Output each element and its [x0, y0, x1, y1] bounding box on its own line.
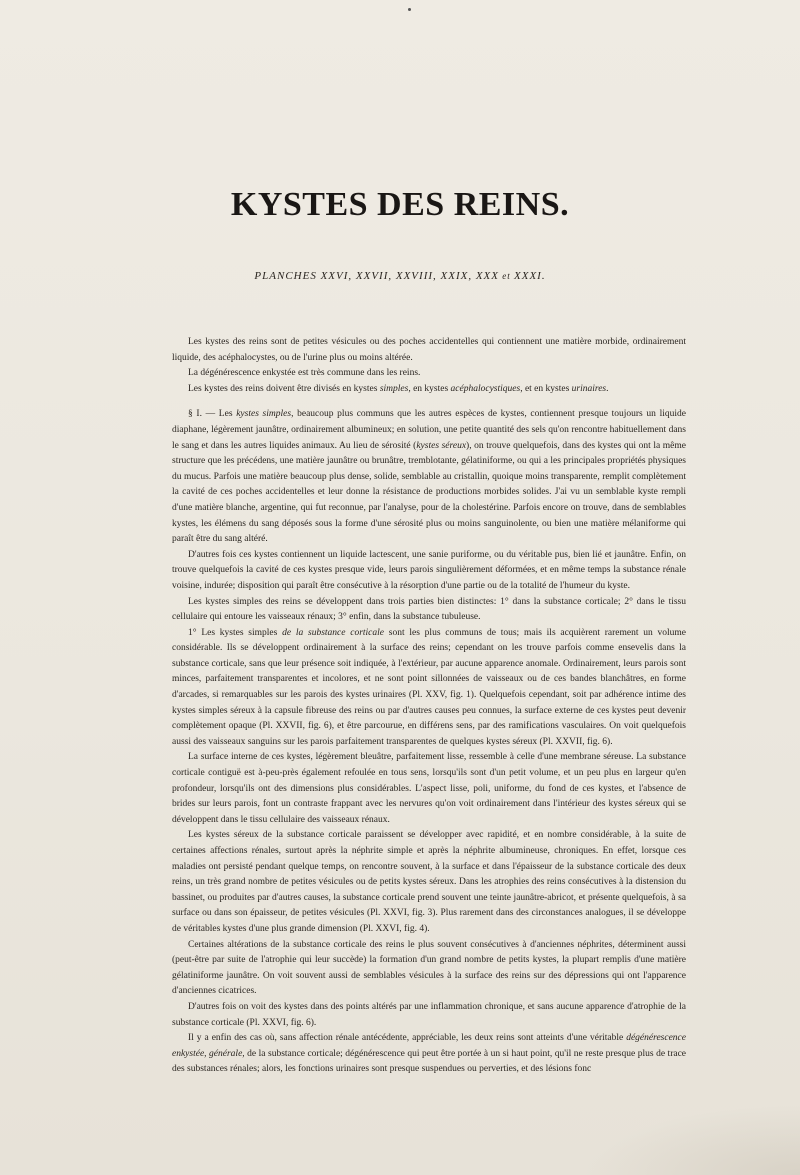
paragraph — [172, 1031, 686, 1078]
paragraph — [172, 626, 686, 751]
text-run: . — [606, 383, 609, 394]
text-run: La dégénérescence enkystée est très commune dans les reins. — [188, 368, 421, 379]
text-run: 1° Les kystes simples — [188, 627, 283, 638]
paragraph — [172, 366, 686, 382]
italic-run: dégénérescence enkystée, générale, — [172, 1033, 686, 1059]
text-run: ), on trouve quelquefois, dans des kystes qui ont la même structure que les précédens, une matière jaunâtre ou brunâtre, tremblotante, gélatiniforme, ou qui a les principales propriétés physiques du mucus. Parfois une matière beaucoup plus dense, solide, semblable au cristallin, quoique moins transparente, remplit complètement la cavité de ces poches accidentelles et leur donne la résistance de productions morbides solides. J'ai vu un semblable kyste rempli d'une matière blanche, argentine, qui fut reconnue, par l'analyse, pour de la cholestérine. Parfois encore on trouve, dans de semblables kystes, les élémens du sang déposés sous la forme d'une sérosité plus ou moins sanguinolente, ou bien une matière mélaniforme qui paraît être du sang altéré. — [172, 440, 686, 545]
text-run: D'autres fois on voit des kystes dans des points altérés par une inflammation chronique, et sans aucune apparence d'atrophie de la substance corticale (Pl. XXVI, fig. 6). — [172, 1001, 686, 1028]
plates-subtitle — [0, 270, 800, 282]
plates-list: PLANCHES XXVI, XXVII, XXVIII, XXIX, XXX — [254, 270, 499, 282]
page-title: KYSTES DES REINS. — [230, 186, 570, 223]
plates-last: XXXI. — [514, 270, 546, 282]
italic-run: kystes simples — [236, 409, 292, 420]
text-run: Certaines altérations de la substance corticale des reins le plus souvent consécutives à d'anciennes néphrites, déterminent aussi (peut-être par suite de l'atrophie qui leur succède) la formation d'un grand nombre de petits kystes, la plupart remplis d'une matière gélatiniforme jaunâtre. On voit souvent aussi de semblables vésicules à la surface des reins sur des dépressions qui ont l'apparence d'anciennes cicatrices. — [172, 939, 686, 997]
italic-run: de la substance corticale — [282, 627, 384, 638]
paragraph — [172, 548, 686, 595]
paragraph — [172, 828, 686, 937]
paragraph — [172, 382, 686, 398]
italic-run: acéphalocystiques — [450, 383, 521, 394]
text-run: de la substance corticale; dégénérescence qui peut être portée à un si haut point, qu'il ne reste presque plus de trace des substances rénales; alors, les fonctions urinaires sont presque suspendues ou perverties, et des lésions fonc — [172, 1048, 687, 1075]
text-run: , en kystes — [408, 383, 451, 394]
text-run: , et en kystes — [520, 383, 572, 394]
text-run: Les kystes simples des reins se développent dans trois parties bien distinctes: 1° dans la substance corticale; 2° dans le tissu cellulaire qui entoure les vaisseaux rénaux; 3° enfin, dans la substance tubuleuse. — [172, 596, 686, 623]
text-run: § I. — Les — [188, 409, 237, 420]
text-run: D'autres fois ces kystes contiennent un liquide lactescent, une sanie puriforme, ou du véritable pus, bien lié et jaunâtre. Enfin, on trouve quelquefois la cavité de ces kystes presque vide, leurs parois singulièrement déformées, et en même temps la substance rénale voisine, indurée; disposition qui paraît être consécutive à la résorption d'une partie ou de la totalité de l'humeur du kyste. — [172, 549, 686, 591]
page-corner-shadow — [580, 1105, 800, 1175]
paragraph — [172, 750, 686, 828]
italic-run: urinaires — [571, 383, 607, 394]
text-run: Les kystes séreux de la substance corticale paraissent se développer avec rapidité, et en nombre considérable, à la suite de certaines affections rénales, surtout après la néphrite simple et après la néphrite albumineuse, chroniques. En effet, lorsque ces maladies ont persisté pendant quelque temps, on rencontre souvent, à la surface et dans l'épaisseur de la substance corticale des deux reins, un très grand nombre de petites vésicules ou de petits kystes séreux. Dans les atrophies des reins consécutives à la distension du bassinet, ou produites par d'autres causes, la substance corticale prend souvent une teinte jaunâtre-abricot, et présente quelquefois, à sa surface ou dans son épaisseur, de petites vésicules (Pl. XXVI, fig. 3). Plus rarement dans des circonstances analogues, il se développe de véritables kystes d'une plus grande dimension (Pl. XXVI, fig. 4). — [172, 830, 686, 934]
text-run: sont les plus communs de tous; mais ils acquièrent rarement un volume considérable. Ils se développent ordinairement à la surface des reins; cependant on les trouve parfois comme ensevelis dans la substance corticale, sans que leur présence soit indiquée, à l'extérieur, par aucune apparence anomale. Ordinairement, leurs parois sont minces, parfaitement transparentes et incolores, et ne sont point sillonnées de vaisseaux ou de ces bandes blanchâtres, en forme d'arcades, si remarquables sur les parois des kystes urinaires (Pl. XXV, fig. 1). Quelquefois cependant, soit par adhérence intime des kystes simples séreux à la capsule fibreuse des reins ou par d'autres causes peu connues, la surface externe de ces kystes peut devenir complètement opaque (Pl. XXVII, fig. 6), et être parcourue, en différens sens, par des ramifications vasculaires. On voit quelquefois aussi des vaisseaux sanguins sur les parois parfaitement transparentes de quelques kystes séreux (Pl. XXVII, fig. 6). — [172, 627, 687, 747]
body-text — [172, 335, 686, 1078]
paragraph — [172, 335, 686, 366]
italic-run: kystes séreux — [416, 440, 467, 451]
paragraph — [172, 938, 686, 1000]
italic-run: simples — [379, 383, 409, 394]
plates-conjunction: et — [499, 271, 514, 281]
text-run: La surface interne de ces kystes, légèrement bleuâtre, parfaitement lisse, ressemble à celle d'une membrane séreuse. La substance corticale contiguë est à-peu-près également refoulée en tous sens, lorsqu'ils sont d'un petit volume, et un peu plus en largeur qu'en profondeur, lorsqu'ils ont des dimensions plus considérables. L'aspect lisse, poli, uniforme, du fond de ces kystes, et l'absence de brides sur leurs parois, font un contraste frappant avec les nervures qu'on voit ordinairement dans l'intérieur des kystes séreux qui se développent dans le tissu cellulaire des vaisseaux rénaux. — [172, 752, 686, 825]
text-run: , beaucoup plus communs que les autres espèces de kystes, contiennent presque toujours un liquide diaphane, légèrement jaunâtre, ordinairement albumineux; en solution, une petite quantité des sels qu'on rencontre habituellement dans le sang et dans les autres liquides animaux. Au lieu de sérosité ( — [172, 409, 686, 451]
paragraph — [172, 595, 686, 626]
text-run: Les kystes des reins sont de petites vésicules ou des poches accidentelles qui contiennent une matière morbide, ordinairement liquide, des acéphalocystes, ou de l'urine plus ou moins altérée. — [172, 337, 686, 363]
paragraph — [172, 407, 686, 547]
text-run: Les kystes des reins doivent être divisés en kystes — [188, 383, 380, 394]
paragraph — [172, 1000, 686, 1031]
text-run: Il y a enfin des cas où, sans affection rénale antécédente, appréciable, les deux reins sont atteints d'une véritable — [188, 1033, 627, 1044]
ink-dot — [408, 8, 411, 11]
